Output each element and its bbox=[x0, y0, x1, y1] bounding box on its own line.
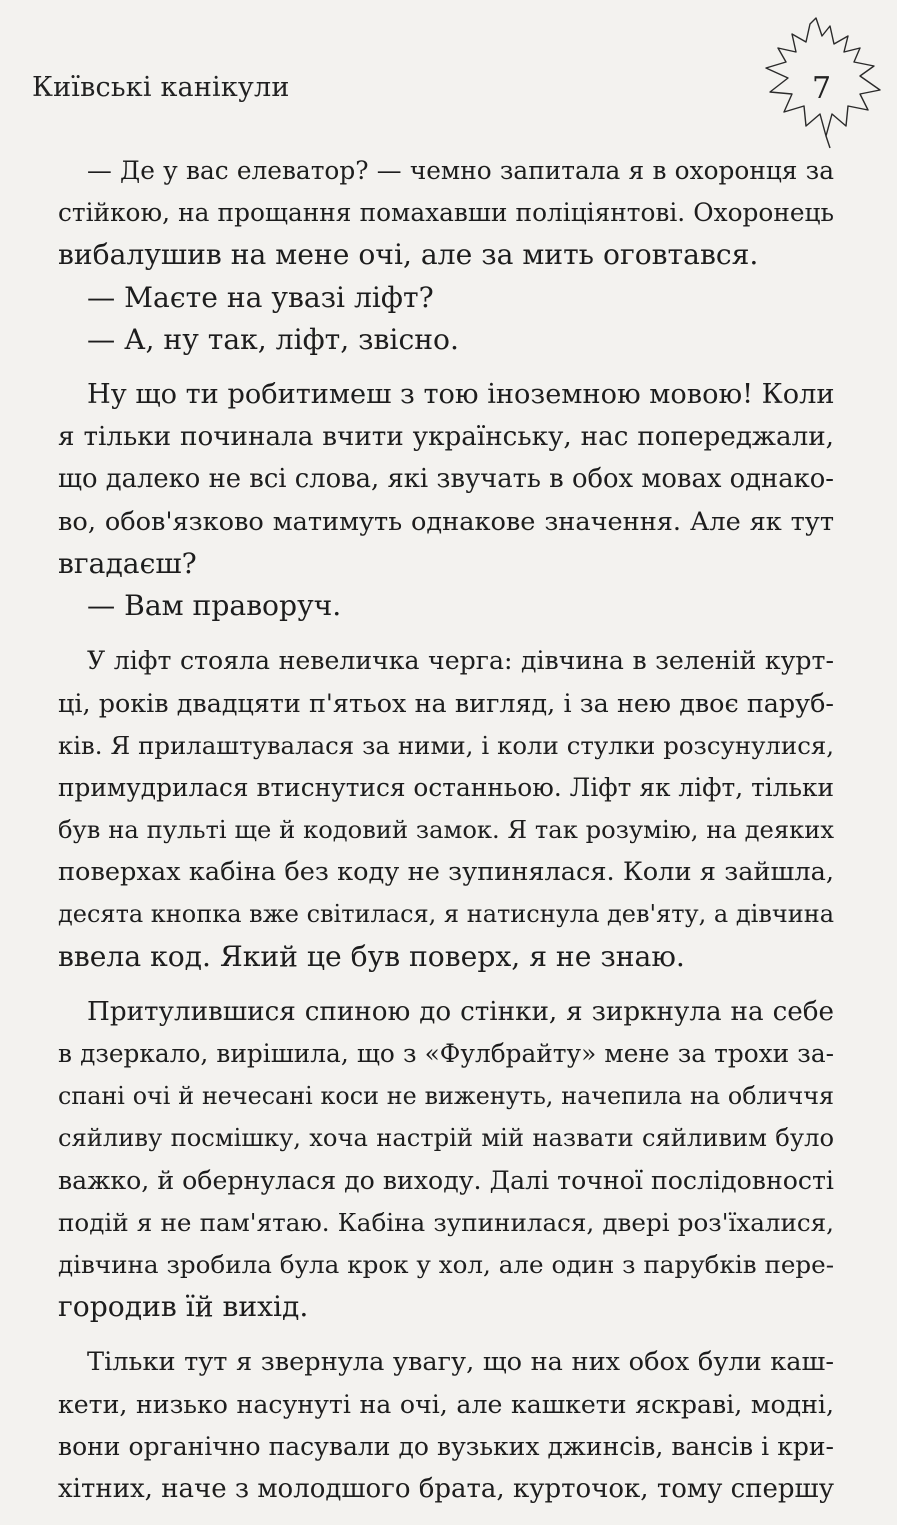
text-line: — Маєте на увазі ліфт? bbox=[87, 280, 434, 314]
text-line: — Вам праворуч. bbox=[87, 589, 342, 623]
text-line: Тільки тут я звернула увагу, що на них обох були каш- bbox=[87, 1347, 834, 1378]
text-line: вгадаєш? bbox=[58, 546, 197, 580]
text-line: кети, низько насунуті на очі, але кашкети яскраві, модні, bbox=[58, 1389, 834, 1419]
text-line: в дзеркало, вирішила, що з «Фулбрайту» мене за трохи за- bbox=[58, 1039, 834, 1069]
text-line: Притулившися спиною до стінки, я зиркнула на себе bbox=[87, 996, 834, 1027]
text-line: дівчина зробила була крок у хол, але один з парубків пере- bbox=[58, 1250, 834, 1280]
paragraph-gap bbox=[58, 361, 834, 374]
text-line: я тільки починала вчити українську, нас попереджали, bbox=[58, 422, 834, 453]
text-line: подій я не пам'ятаю. Кабіна зупинилася, двері роз'їхалися, bbox=[58, 1207, 834, 1237]
text-line: — А, ну так, ліфт, звісно. bbox=[87, 322, 459, 356]
text-line: вони органічно пасували до вузьких джинсів, вансів і кри- bbox=[58, 1431, 834, 1461]
page-number: 7 bbox=[812, 71, 832, 106]
text-line: хітних, наче з молодшого брата, курточок, тому спершу bbox=[58, 1474, 835, 1505]
text-line: во, обов'язково матимуть однакове значення. Але як тут bbox=[58, 506, 834, 537]
text-line: був на пульті ще й кодовий замок. Я так розумію, на деяких bbox=[58, 816, 834, 845]
text-line: — Де у вас елеватор? — чемно запитала я в охоронця за bbox=[87, 156, 834, 185]
text-line: вибалушив на мене очі, але за мить оговтався. bbox=[58, 238, 759, 272]
body-text bbox=[58, 150, 834, 1510]
text-line: Ну що ти робитимеш з тою іноземною мовою! Коли bbox=[87, 379, 835, 411]
text-line: У ліфт стояла невеличка черга: дівчина в зеленій курт- bbox=[87, 646, 834, 676]
text-line: стійкою, на прощання помахавши поліціянтові. Охоронець bbox=[58, 198, 834, 228]
paragraph-gap bbox=[58, 1328, 834, 1341]
text-line: десята кнопка вже світилася, я натиснула дев'яту, а дівчина bbox=[58, 900, 834, 929]
text-line: городив їй вихід. bbox=[58, 1290, 309, 1324]
running-title: Київські канікули bbox=[32, 72, 290, 103]
paragraph-gap bbox=[58, 978, 834, 991]
text-line: примудрилася втиснутися останньою. Ліфт як ліфт, тільки bbox=[58, 772, 834, 802]
text-line: ці, років двадцяти п'ятьох на вигляд, і за нею двоє паруб- bbox=[58, 688, 834, 719]
text-line: ввела код. Який це був поверх, я не знаю. bbox=[58, 939, 685, 973]
text-line: ків. Я прилаштувалася за ними, і коли стулки розсунулися, bbox=[58, 730, 834, 760]
paragraph-gap bbox=[58, 627, 834, 640]
text-line: поверхах кабіна без коду не зупинялася. Коли я зайшла, bbox=[58, 857, 834, 888]
text-line: сяйливу посмішку, хоча настрій мій назвати сяйливим було bbox=[58, 1124, 834, 1153]
text-line: що далеко не всі слова, які звучать в обох мовах однако- bbox=[58, 464, 834, 495]
text-line: важко, й обернулася до виходу. Далі точної послідовності bbox=[58, 1165, 834, 1195]
text-line: спані очі й нечесані коси не виженуть, начепила на обличчя bbox=[58, 1082, 834, 1111]
